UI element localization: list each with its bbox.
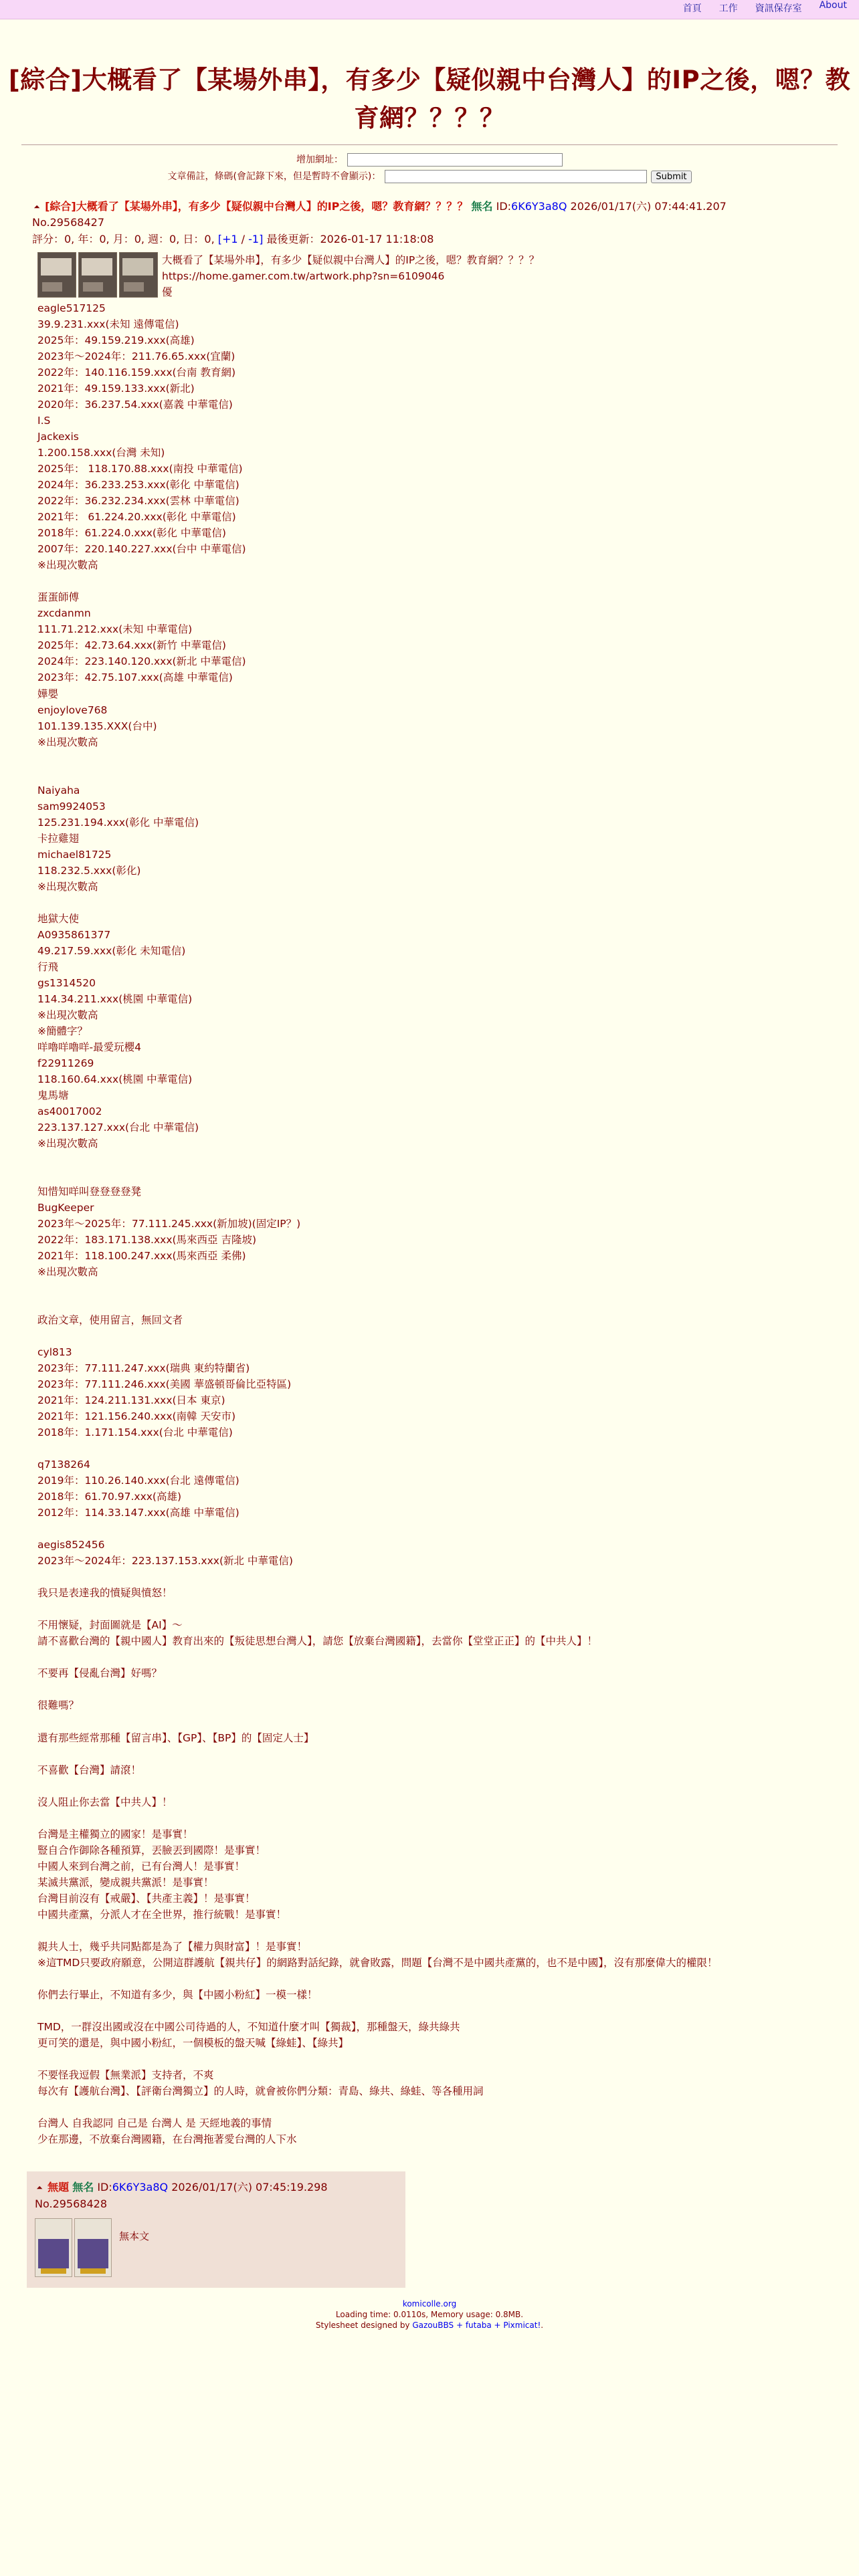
vote-plus-link[interactable]: [+1 xyxy=(217,233,238,246)
op-id-label: ID: xyxy=(496,199,512,213)
nav-link-archive[interactable]: 資訊保存室 xyxy=(755,3,802,15)
reply-author-name: 無名 xyxy=(72,2180,94,2193)
top-nav-bar xyxy=(0,0,859,19)
comment-input[interactable] xyxy=(385,170,647,183)
reply-id-link[interactable]: 6K6Y3a8Q xyxy=(112,2180,169,2193)
reply-post xyxy=(27,2171,405,2288)
reply-body-text: 無本文 xyxy=(119,2230,150,2242)
original-post xyxy=(32,199,822,2147)
reply-thumbnail-image[interactable] xyxy=(74,2218,112,2277)
url-field-label: 增加網址： xyxy=(296,154,343,165)
op-datetime: 2026/01/17(六) 07:44:41.207 xyxy=(570,199,727,213)
reply-id-label: ID: xyxy=(97,2180,112,2193)
vote-separator: / xyxy=(237,233,249,246)
op-stats xyxy=(32,231,822,248)
op-author-name: 無名 xyxy=(471,199,493,213)
footer-site-link[interactable]: komicolle.org xyxy=(402,2298,457,2309)
comment-row xyxy=(0,170,859,184)
op-thumbnails xyxy=(37,252,158,298)
reply-subject: 無題 xyxy=(47,2180,70,2193)
page-footer xyxy=(0,2298,859,2331)
reply-thumbnail-image[interactable] xyxy=(35,2218,72,2277)
footer-stylesheet-label: Stylesheet designed by xyxy=(315,2320,413,2330)
op-header xyxy=(32,199,822,232)
op-thumbnail-image[interactable] xyxy=(78,252,117,298)
comment-field-label: 文章備註，條碼(會記錄下來，但是暫時不會顯示)： xyxy=(167,171,381,182)
title-divider xyxy=(21,144,838,145)
op-thumbnail-image[interactable] xyxy=(37,252,76,298)
op-body xyxy=(37,252,822,2147)
page-title: [綜合]大概看了【某場外串】，有多少【疑似親中台灣人】的IP之後，嗯？教育網？？？？ xyxy=(8,66,851,133)
op-last-updated: 最後更新：2026-01-17 11:18:08 xyxy=(263,233,434,246)
reply-datetime: 2026/01/17(六) 07:45:19.298 xyxy=(171,2180,328,2193)
expand-arrow-icon[interactable]: ⏶ xyxy=(36,2182,43,2192)
nav-link-about[interactable]: About xyxy=(819,0,847,11)
reply-number: No.29568428 xyxy=(35,2197,107,2210)
nav-link-work[interactable]: 工作 xyxy=(719,3,738,15)
submit-button[interactable]: Submit xyxy=(651,171,691,183)
nav-link-home[interactable]: 首頁 xyxy=(682,3,702,15)
reply-header xyxy=(35,2179,397,2213)
op-thumbnail-image[interactable] xyxy=(119,252,158,298)
url-input[interactable] xyxy=(347,153,563,167)
op-id-link[interactable]: 6K6Y3a8Q xyxy=(511,199,567,213)
op-body-text: 大概看了【某場外串】，有多少【疑似親中台灣人】的IP之後，嗯？教育網？？？？ https://home.gamer.com.tw/artwork.php?sn=6109046 優 eagle517125 39.9.231.xxx(未知 遠傳電信) 2025年：49.159.219.xxx(高雄) 2023年～2024年：211.76.65.xxx(宜蘭) 2022年：140.116.159.xxx(台南 教育網) 2021年：49.159.133.xxx(新北) 2020年：36.237.54.xxx(嘉義 中華電信) I.S Jackexis 1.200.158.xxx(台灣 未知) 2025年： 118.170.88.xxx(南投 中華電信) 2024年：36.233.253.xxx(彰化 中華電信) 2022年：36.232.234.xxx(雲林 中華電信) 2021年： 61.224.20.xxx(彰化 中華電信) 2018年：61.224.0.xxx(彰化 中華電信) 2007年：220.140.227.xxx(台中 中華電信) ※出現次數高 蛋蛋師傅 zxcdanmn 111.71.212.xxx(未知 中華電信) 2025年：42.73.64.xxx(新竹 中華電信) 2024年：223.140.120.xxx(新北 中華電信) 2023年：42.75.107.xxx(高雄 中華電信) 嬅嬰 enjoylove768 101.139.135.XXX(台中) ※出現次數高 Naiyaha sam9924053 125.231.194.xxx(彰化 中華電信) 卡拉雞翅 michael81725 118.232.5.xxx(彰化) ※出現次數高 地獄大使 A0935861377 49.217.59.xxx(彰化 未知電信) 行飛 gs1314520 114.34.211.xxx(桃園 中華電信) ※出現次數高 ※簡體字？ 咩嚕咩嚕咩-最愛玩櫻4 f22911269 118.160.64.xxx(桃園 中華電信) 鬼馬塘 as40017002 223.137.127.xxx(台北 中華電信) ※出現次數高 知惜知咩叫登登登登凳 BugKeeper 2023年～2025年：77.111.245.xxx(新加坡)(固定IP？) 2022年：183.171.138.xxx(馬來西亞 吉隆坡) 2021年：118.100.247.xxx(馬來西亞 柔佛) ※出現次數高 政治文章，使用留言，無回文者 cyl813 2023年：77.111.247.xxx(瑞典 東約特蘭省) 2023年：77.111.246.xxx(美國 華盛頓哥倫比亞特區) 2021年：124.211.131.xxx(日本 東京) 2021年：121.156.240.xxx(南韓 天安市) 2018年：1.171.154.xxx(台北 中華電信) q7138264 2019年：110.26.140.xxx(台北 遠傳電信) 2018年：61.70.97.xxx(高雄) 2012年：114.33.147.xxx(高雄 中華電信) aegis852456 2023年～2024年：223.137.153.xxx(新北 中華電信) 我只是表達我的憤疑與憤怒！ 不用懷疑，封面圖就是【AI】～ 請不喜歡台灣的【親中國人】教育出來的【叛徒思想台灣人】，請您【放棄台灣國籍】，去當你【堂堂正正】的【中共人】！ 不要再【侵亂台灣】好嗎？ 很難嗎？ 還有那些經常那種【留言串】、【GP】、【BP】的【固定人士】 不喜歡【台灣】請滾！ 沒人阻止你去當【中共人】！ 台灣是主權獨立的國家！是事實！ 豎自合作御除各種預算，丟臉丟到國際！是事實！ 中國人來到台灣之前，已有台灣人！是事實！ 某滅共黨派，變成親共黨派！是事實！ 台灣目前沒有【戒嚴】、【共產主義】！是事實！ 中國共產黨，分派人才在全世界，推行統戰！是事實！ 親共人士，幾乎共同點都是為了【權力與財富】！是事實！ ※這TMD只要政府願意，公開這群護航【親共仔】的網路對話紀錄，就會敗露，問題【台灣不是中國共產黨的，也不是中國】，沒有那麼偉大的權限！ 你們去行畢止，不知道有多少，與【中國小粉紅】一模一樣！ TMD，一群沒出國或沒在中國公司待過的人，不知道什麼才叫【獨裁】，那種盤天，綠共綠共 更可笑的還是，與中國小粉紅，一個模板的盤天喊【綠蛙】、【綠共】 不要怪我逗假【無業派】支持者，不爽 每次有【護航台灣】、【評衛台灣獨立】的人時，就會被你們分類：青島、綠共、綠蛙、等各種用詞 台灣人 自我認同 自己是 台灣人 是 天經地義的事情 少在那邊，不放棄台灣國籍，在台灣拖著愛台灣的人下水 xyxy=(37,254,718,2145)
op-stats-text: 評分：0, 年：0, 月：0, 週：0, 日：0, xyxy=(32,233,218,246)
vote-minus-link[interactable]: -1] xyxy=(248,233,264,246)
footer-stylesheet-suffix: . xyxy=(541,2320,544,2330)
expand-arrow-icon[interactable]: ⏶ xyxy=(33,201,40,211)
footer-stylesheet-link[interactable]: GazouBBS + futaba + Pixmicat! xyxy=(412,2320,541,2330)
footer-loading-info: Loading time: 0.0110s, Memory usage: 0.8MB. xyxy=(335,2309,524,2319)
reply-body xyxy=(35,2218,397,2277)
op-subject: [綜合]大概看了【某場外串】，有多少【疑似親中台灣人】的IP之後，嗯？教育網？？？？ xyxy=(45,199,468,213)
op-number: No.29568427 xyxy=(32,216,104,229)
url-row xyxy=(0,153,859,167)
post-form xyxy=(0,153,859,184)
